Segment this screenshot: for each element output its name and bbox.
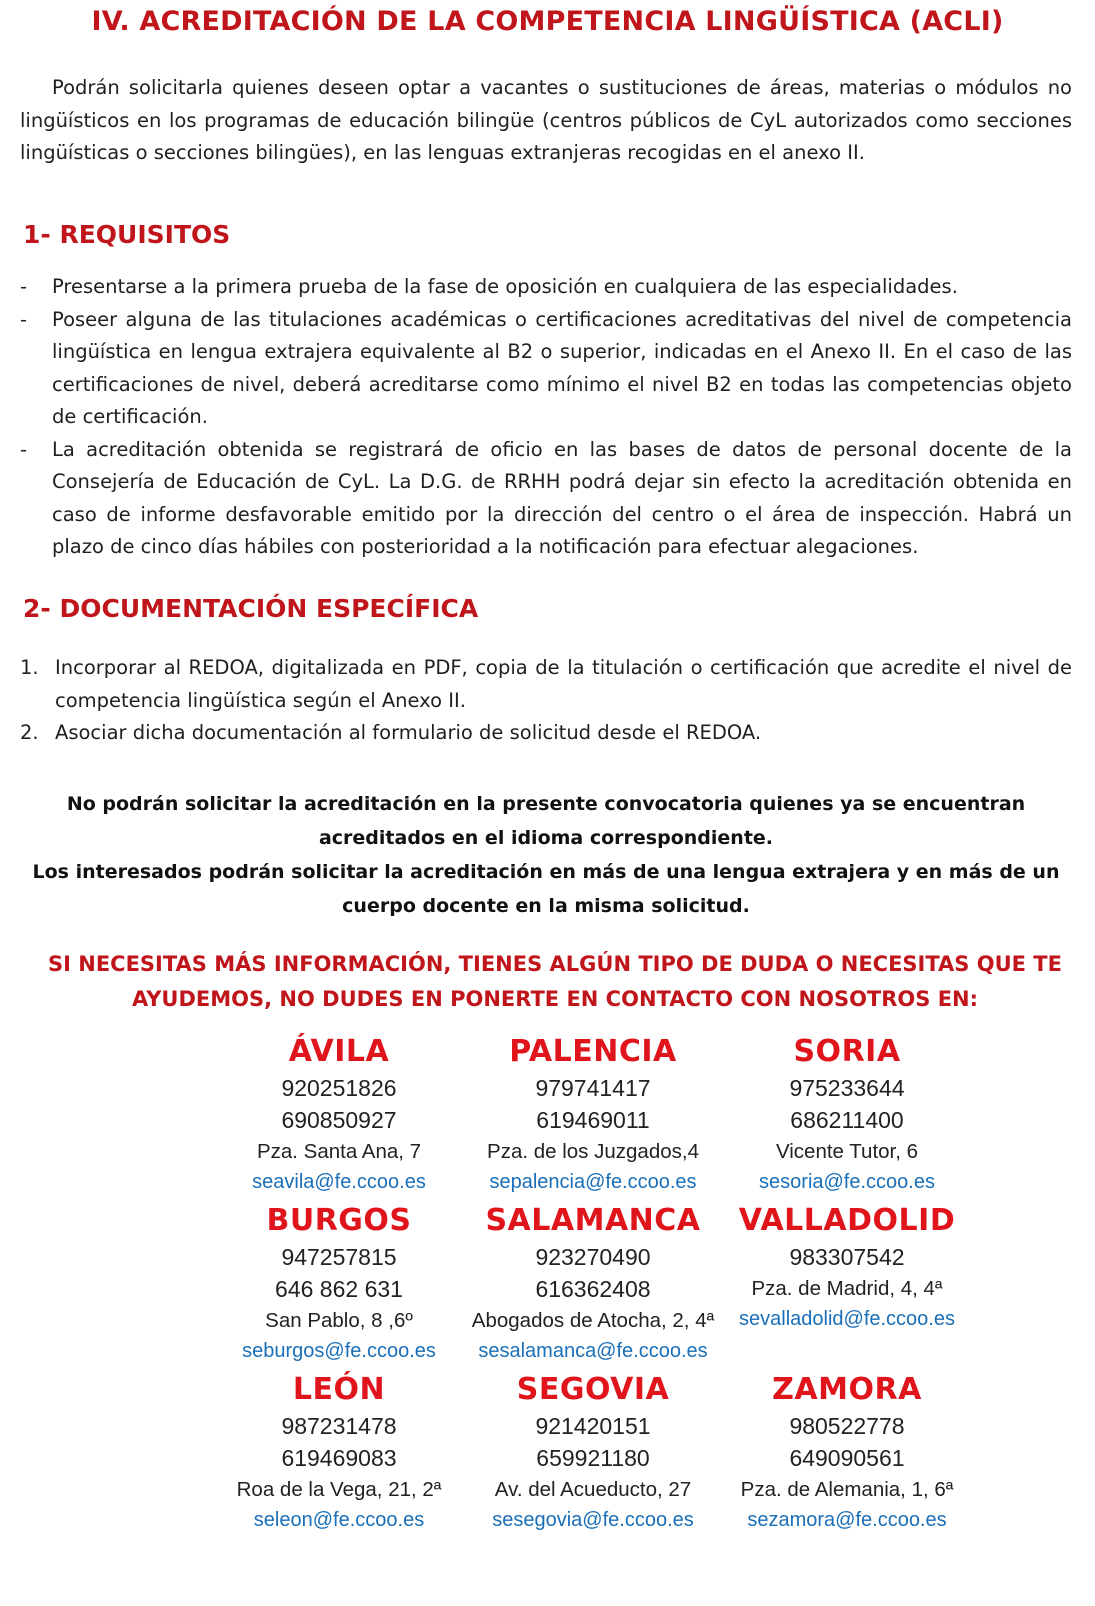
contact-city: ÁVILA — [288, 1034, 390, 1069]
list-item-text: Asociar dicha documentación al formulario de solicitud desde el REDOA. — [55, 721, 762, 744]
contact-card — [466, 1032, 720, 1197]
list-item: 1. Incorporar al REDOA, digitalizada en PDF, copia de la titulación o certificación que acredite el nivel de competencia lingüística según el Anexo II. — [20, 656, 1072, 712]
list-item-text: Presentarse a la primera prueba de la fase de oposición en cualquiera de las especialidades. — [52, 275, 958, 298]
contact-phone[interactable]: 690850927 — [281, 1107, 397, 1133]
contact-phone[interactable]: 616362408 — [535, 1276, 651, 1302]
contact-email-link[interactable]: sevalladolid@fe.ccoo.es — [739, 1308, 955, 1330]
contact-phone[interactable]: 659921180 — [536, 1445, 650, 1471]
notice-already-accredited: No podrán solicitar la acreditación en la presente convocatoria quienes ya se encuentran acreditados en el idioma correspondiente. — [66, 793, 1026, 849]
contact-city: LEÓN — [292, 1372, 386, 1407]
documentation-heading: 2- DOCUMENTACIÓN ESPECÍFICA — [23, 594, 479, 623]
contact-city: BURGOS — [266, 1203, 412, 1238]
contact-phone[interactable]: 947257815 — [281, 1244, 397, 1270]
contact-email-link[interactable]: seavila@fe.ccoo.es — [252, 1171, 426, 1193]
contact-email-link[interactable]: sesalamanca@fe.ccoo.es — [478, 1340, 708, 1362]
contact-city: SORIA — [793, 1034, 901, 1069]
contact-card — [212, 1032, 466, 1197]
contacts-grid — [212, 1032, 972, 1535]
contact-city: VALLADOLID — [738, 1203, 956, 1238]
contact-email-link[interactable]: sesoria@fe.ccoo.es — [759, 1171, 935, 1193]
contact-email-link[interactable]: seleon@fe.ccoo.es — [253, 1509, 425, 1531]
contact-email-link[interactable]: sepalencia@fe.ccoo.es — [489, 1171, 697, 1193]
contact-address: Av. del Acueducto, 27 — [494, 1478, 692, 1501]
contact-card — [720, 1201, 974, 1366]
list-item: - Presentarse a la primera prueba de la fase de oposición en cualquiera de las especialidades. — [20, 275, 958, 298]
contact-city: SALAMANCA — [485, 1203, 701, 1238]
contact-phone[interactable]: 980522778 — [789, 1413, 905, 1439]
list-item: - Poseer alguna de las titulaciones académicas o certificaciones acreditativas del nivel de competencia lingüística en lengua extrajera equivalente al B2 o superior, indicadas en el Anexo II. En el caso de las certificaciones de nivel, deberá acreditarse como mínimo el nivel B2 en todas las competencias objeto de certificación. — [20, 307, 1072, 428]
contact-phone[interactable]: 975233644 — [789, 1075, 905, 1101]
contact-card — [720, 1370, 974, 1535]
contact-phone[interactable]: 619469083 — [281, 1445, 397, 1471]
list-item: 2. Asociar dicha documentación al formulario de solicitud desde el REDOA. — [20, 721, 762, 744]
contact-phone[interactable]: 619469011 — [536, 1107, 650, 1133]
contact-call-to-action: SI NECESITAS MÁS INFORMACIÓN, TIENES ALGÚN TIPO DE DUDA O NECESITAS QUE TE AYUDEMOS, NO DUDES EN PONERTE EN CONTACTO CON NOSOTROS EN: — [48, 952, 1062, 1011]
requirements-list — [20, 271, 1072, 564]
contact-phone[interactable]: 920251826 — [281, 1075, 397, 1101]
contact-address: Abogados de Atocha, 2, 4ª — [471, 1309, 715, 1332]
contact-phone[interactable]: 983307542 — [789, 1244, 905, 1270]
contact-phone[interactable]: 979741417 — [535, 1075, 651, 1101]
contact-phone[interactable]: 646 862 631 — [275, 1276, 403, 1302]
contact-phone[interactable]: 686211400 — [790, 1107, 904, 1133]
contact-address: Pza. de los Juzgados,4 — [487, 1140, 699, 1163]
contact-city: ZAMORA — [772, 1372, 922, 1407]
list-item: - La acreditación obtenida se registrará de oficio en las bases de datos de personal docente de la Consejería de Educación de CyL. La D.G. de RRHH podrá dejar sin efecto la acreditación obtenida en caso de informe desfavorable emitido por la dirección del centro o el área de inspección. Habrá un plazo de cinco días hábiles con posterioridad a la notificación para efectuar alegaciones. — [20, 437, 1072, 558]
contact-city: SEGOVIA — [516, 1372, 670, 1407]
requirements-heading: 1- REQUISITOS — [23, 220, 231, 249]
contact-phone[interactable]: 987231478 — [281, 1413, 397, 1439]
documentation-list — [20, 652, 1072, 750]
list-item-text: Poseer alguna de las titulaciones académicas o certificaciones acreditativas del nivel de competencia lingüística en lengua extrajera equivalente al B2 o superior, indicadas en el Anexo II. En el caso de las certificaciones de nivel, deberá acreditarse como mínimo el nivel B2 en todas las competencias objeto de certificación. — [52, 307, 1072, 428]
contact-email-link[interactable]: sesegovia@fe.ccoo.es — [492, 1509, 694, 1531]
contact-card — [720, 1032, 974, 1197]
contact-card — [466, 1370, 720, 1535]
contact-email-link[interactable]: seburgos@fe.ccoo.es — [242, 1340, 436, 1362]
contact-phone[interactable]: 921420151 — [535, 1413, 651, 1439]
page-title: IV. ACREDITACIÓN DE LA COMPETENCIA LINGÜÍSTICA (ACLI) — [91, 6, 1004, 37]
list-item-text: Incorporar al REDOA, digitalizada en PDF, copia de la titulación o certificación que acredite el nivel de competencia lingüística según el Anexo II. — [55, 656, 1072, 712]
contact-phone[interactable]: 923270490 — [535, 1244, 651, 1270]
notice-multiple-languages: Los interesados podrán solicitar la acreditación en más de una lengua extrajera y en más de un cuerpo docente en la misma solicitud. — [32, 861, 1060, 917]
contact-address: Vicente Tutor, 6 — [775, 1140, 919, 1163]
contact-address: Pza. de Madrid, 4, 4ª — [751, 1277, 943, 1300]
contact-address: Roa de la Vega, 21, 2ª — [236, 1478, 442, 1501]
contact-address: San Pablo, 8 ,6º — [265, 1309, 413, 1332]
contact-address: Pza. de Alemania, 1, 6ª — [740, 1478, 954, 1501]
contact-city: PALENCIA — [509, 1034, 677, 1069]
list-item-text: La acreditación obtenida se registrará de oficio en las bases de datos de personal docente de la Consejería de Educación de CyL. La D.G. de RRHH podrá dejar sin efecto la acreditación obtenida en caso de informe desfavorable emitido por la dirección del centro o el área de inspección. Habrá un plazo de cinco días hábiles con posterioridad a la notificación para efectuar alegaciones. — [52, 437, 1072, 558]
contact-phone[interactable]: 649090561 — [789, 1445, 905, 1471]
contact-card — [212, 1201, 466, 1366]
contact-address: Pza. Santa Ana, 7 — [256, 1140, 422, 1163]
contact-card — [466, 1201, 720, 1366]
contact-email-link[interactable]: sezamora@fe.ccoo.es — [747, 1509, 947, 1531]
intro-paragraph: Podrán solicitarla quienes deseen optar a vacantes o sustituciones de áreas, materias o módulos no lingüísticos en los programas de educación bilingüe (centros públicos de CyL autorizados como secciones lingüísticas o secciones bilingües), en las lenguas extranjeras recogidas en el anexo II. — [20, 76, 1072, 164]
contact-card — [212, 1370, 466, 1535]
